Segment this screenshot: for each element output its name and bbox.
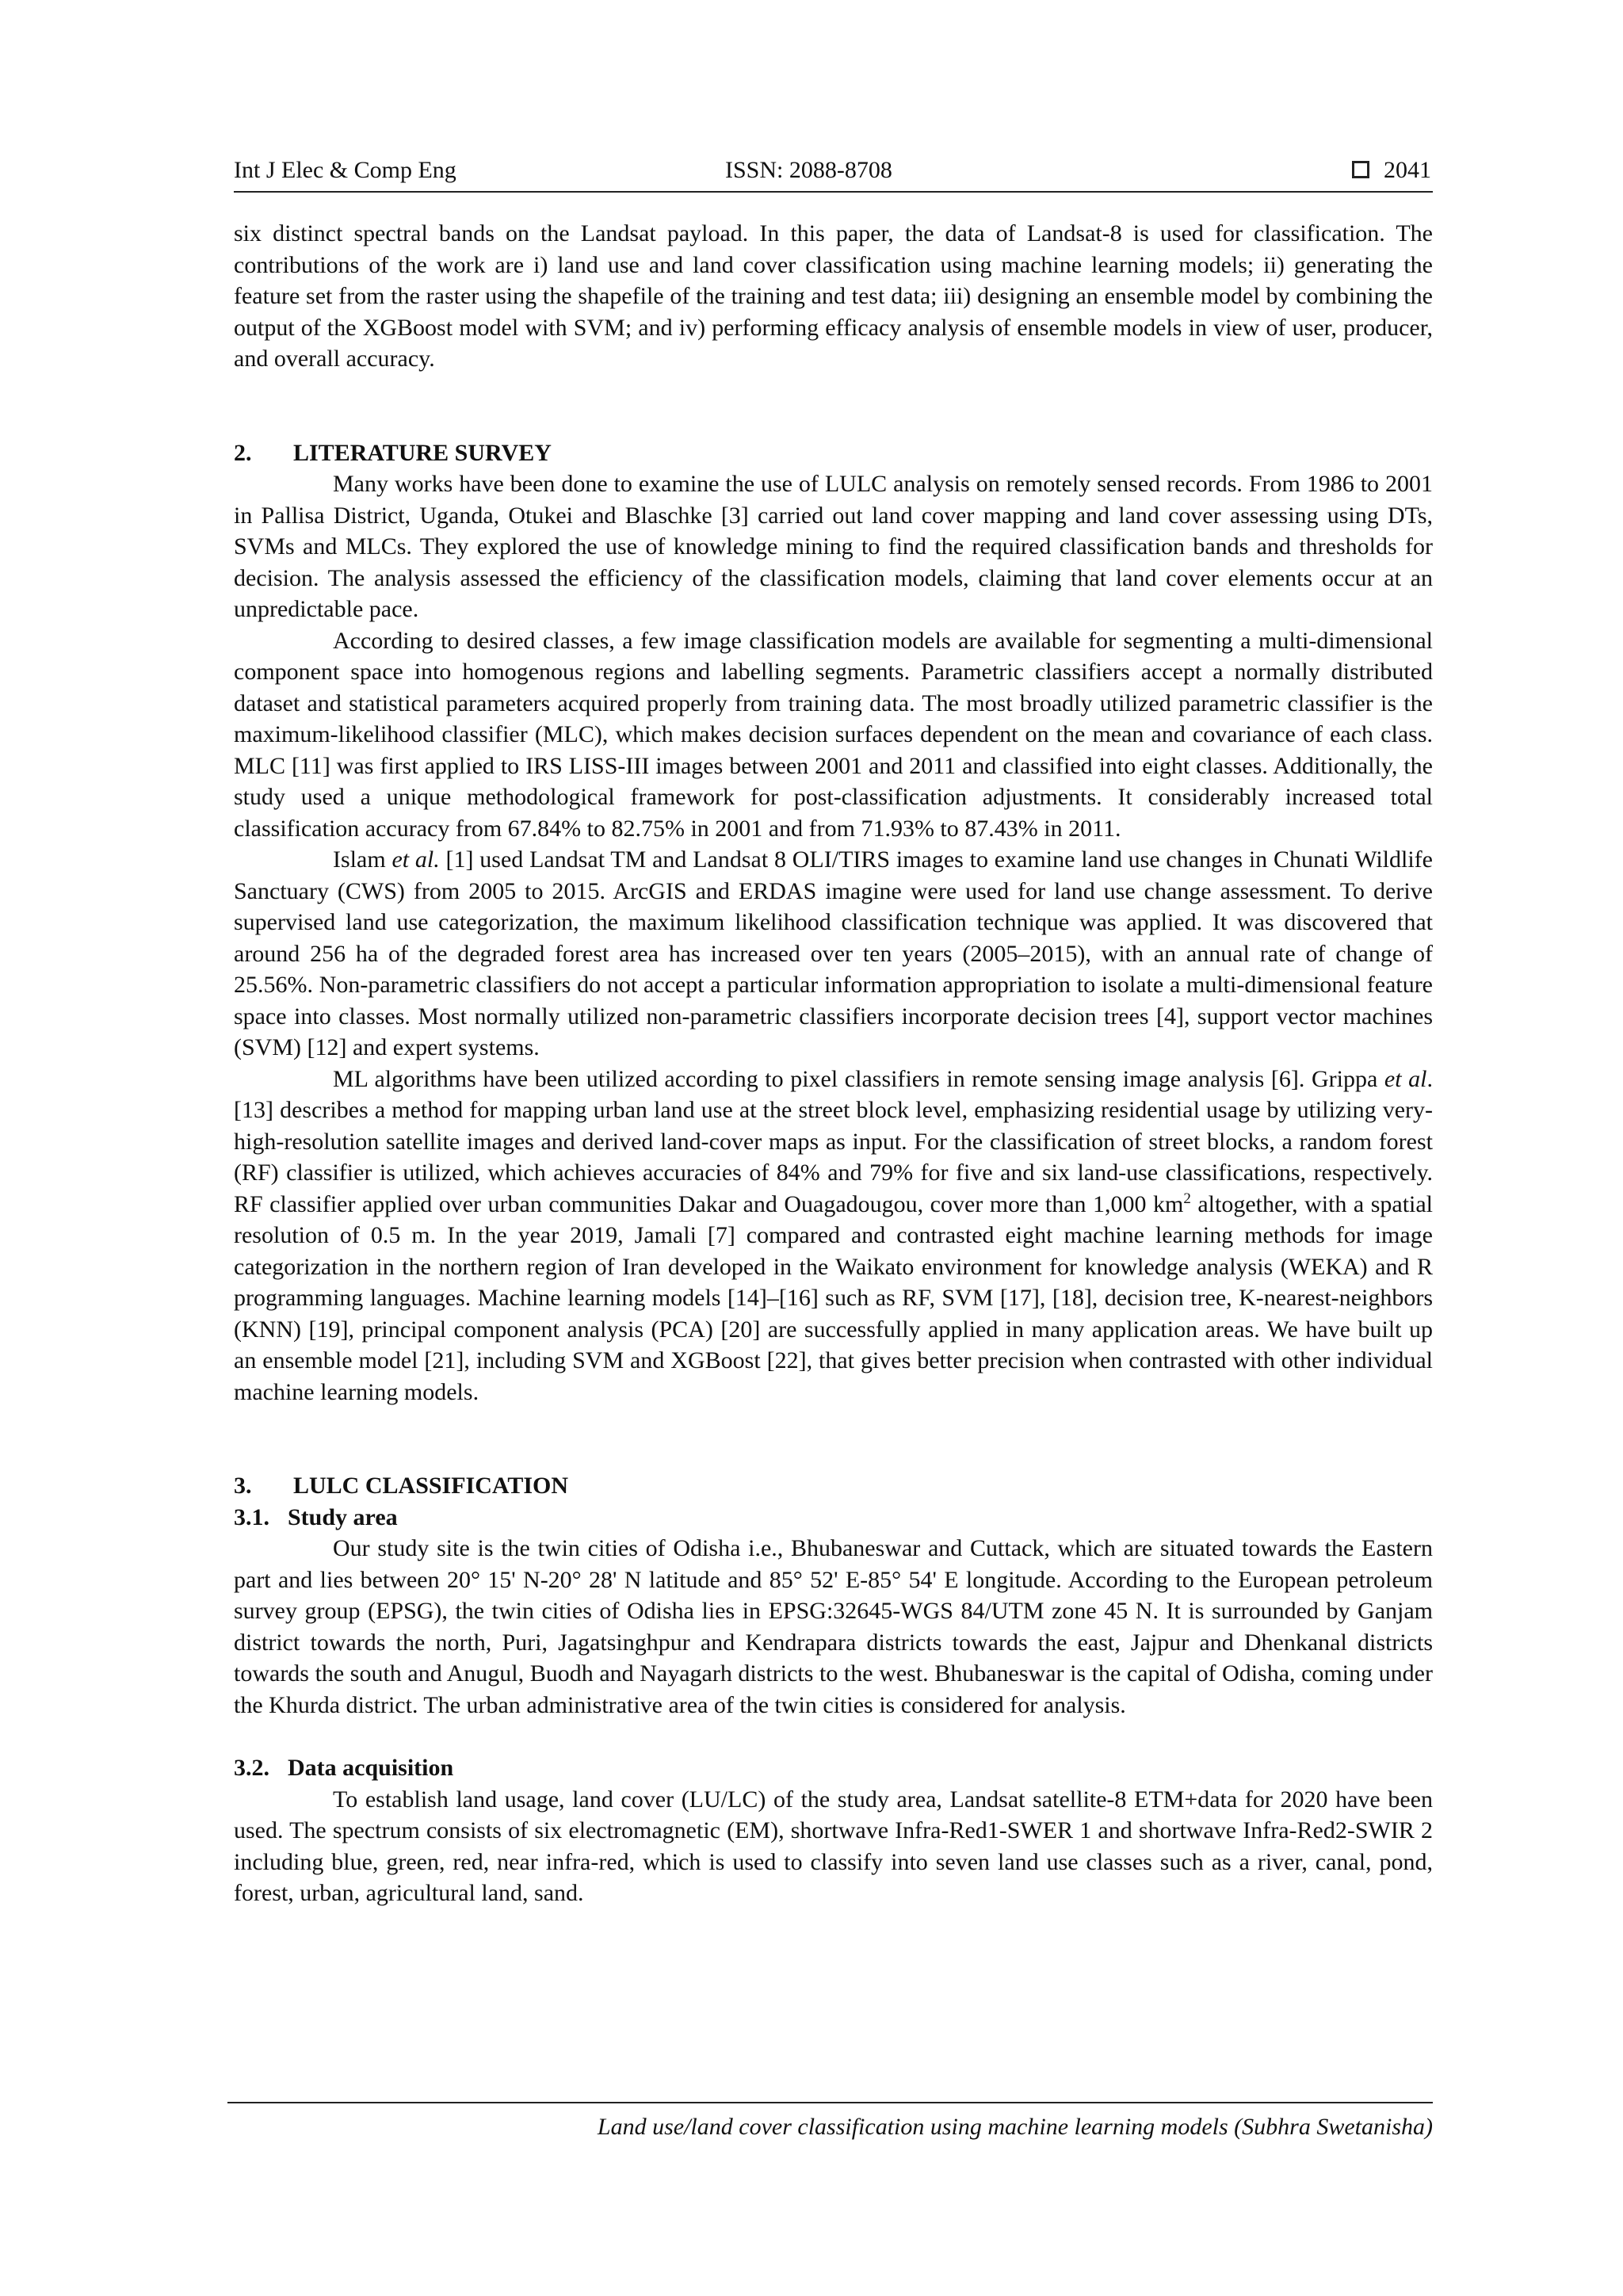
subsection-number: 3.2. <box>234 1755 269 1781</box>
subsection-heading-study-area <box>234 1502 1433 1534</box>
literature-paragraph-3: Islam et al. [1] used Landsat TM and Landsat 8 OLI/TIRS images to examine land use changes in Chunati Wildlife Sanctuary (CWS) from 2005 to 2015. ArcGIS and ERDAS imagine were used for land use change assessment. To derive supervised land use categorization, the maximum likelihood classification technique was applied. It was discovered that around 256 ha of the degraded forest area has increased over ten years (2005–2015), with an annual rate of change of 25.56%. Non-parametric classifiers do not accept a particular information appropriation to isolate a multi-dimensional feature space into classes. Most normally utilized non-parametric classifiers incorporate decision trees [4], support vector machines (SVM) [12] and expert systems. <box>234 846 1433 1060</box>
literature-paragraph-2: According to desired classes, a few image classification models are available for segmenting a multi-dimensional component space into homogenous regions and labelling segments. Parametric classifiers accept a normally distributed dataset and statistical parameters acquired properly from training data. The most broadly utilized parametric classifier is the maximum-likelihood classifier (MLC), which makes decision surfaces dependent on the mean and covariance of each class. MLC [11] was first applied to IRS LISS-III images between 2001 and 2011 and classified into eight classes. Additionally, the study used a unique methodological framework for post-classification adjustments. It considerably increased total classification accuracy from 67.84% to 82.75% in 2001 and from 71.93% to 87.43% in 2011. <box>234 627 1433 842</box>
section-number: 3. <box>234 1473 252 1499</box>
literature-paragraph-4: ML algorithms have been utilized according to pixel classifiers in remote sensing image analysis [6]. Grippa et al. [13] describes a method for mapping urban land use at the street block level, emphasizing residential usage by utilizing very-high-resolution satellite images and derived land-cover maps as input. For the classification of street blocks, a random forest (RF) classifier is utilized, which achieves accuracies of 84% and 79% for five and six land-use classifications, respectively. RF classifier applied over urban communities Dakar and Ouagadougou, cover more than 1,000 $km^2$ altogether, with a spatial resolution of 0.5 m. In the year 2019, Jamali [7] compared and contrasted eight machine learning methods for image categorization in the northern region of Iran developed in the Waikato environment for knowledge analysis (WEKA) and R programming languages. Machine learning models [14]–[16] such as RF, SVM [17], [18], decision tree, K-nearest-neighbors (KNN) [19], principal component analysis (PCA) [20] are successfully applied in many application areas. We have built up an ensemble model [21], including SVM and XGBoost [22], that gives better precision when contrasted with other individual machine learning models. <box>234 1065 1434 1405</box>
running-footer <box>227 2102 1433 2143</box>
study-area-paragraph: Our study site is the twin cities of Odisha i.e., Bhubaneswar and Cuttack, which are situated towards the Eastern part and lies between 20° 15' N-20° 28' N latitude and 85° 52' E-85° 54' E longitude. According to the European petroleum survey group (EPSG), the twin cities of Odisha lies in EPSG:32645-WGS 84/UTM zone 45 N. It is surrounded by Ganjam district towards the north, Puri, Jagatsinghpur and Kendrapara districts towards the east, Jajpur and Dhenkanal districts towards the south and Anugul, Buodh and Nayagarh districts to the west. Bhubaneswar is the capital of Odisha, coming under the Khurda district. The urban administrative area of the twin cities is considered for analysis. <box>234 1535 1433 1718</box>
running-header <box>234 155 1433 193</box>
journal-name: Int J Elec & Comp Eng <box>234 157 456 183</box>
literature-paragraph-1: Many works have been done to examine the use of LULC analysis on remotely sensed records. From 1986 to 2001 in Pallisa District, Uganda, Otukei and Blaschke [3] carried out land cover mapping and land cover assessing using DTs, SVMs and MLCs. They explored the use of knowledge mining to find the required classification bands and thresholds for decision. The analysis assessed the efficiency of the classification models, claiming that land cover elements occur at an unpredictable pace. <box>234 471 1433 622</box>
page-number: 2041 <box>1384 157 1431 183</box>
page <box>234 155 1433 1909</box>
section-number: 2. <box>234 439 252 466</box>
section-heading-lulc-classification <box>234 1470 1433 1502</box>
subsection-number: 3.1. <box>234 1503 269 1530</box>
subsection-title: Data acquisition <box>288 1755 454 1781</box>
subsection-title: Study area <box>288 1503 398 1530</box>
data-acquisition-paragraph: To establish land usage, land cover (LU/LC) of the study area, Landsat satellite-8 ETM+data for 2020 have been used. The spectrum consists of six electromagnetic (EM), shortwave Infra-Red1-SWER 1 and shortwave Infra-Red2-SWIR 2 including blue, green, red, near infra-red, which is used to classify into seven land use classes such as a river, canal, pond, forest, urban, agricultural land, sand. <box>234 1786 1433 1906</box>
square-bullet-icon <box>1352 161 1369 178</box>
section-title: LULC CLASSIFICATION <box>293 1473 569 1499</box>
et-al-italic: et al. <box>391 846 440 873</box>
subsection-heading-data-acquisition <box>234 1752 1433 1784</box>
superscript: 2 <box>1183 1190 1191 1207</box>
issn: ISSN: 2088-8708 <box>725 157 892 183</box>
article-body <box>234 218 1433 1909</box>
footer-title: Land use/land cover classification using machine learning models (Subhra Swetanisha) <box>597 2114 1433 2140</box>
section-title: LITERATURE SURVEY <box>293 439 552 466</box>
intro-continuation-paragraph: six distinct spectral bands on the Landsat payload. In this paper, the data of Landsat-8 is used for classification. The contributions of the work are i) land use and land cover classification using machine learning models; ii) generating the feature set from the raster using the shapefile of the training and test data; iii) designing an ensemble model by combining the output of the XGBoost model with SVM; and iv) performing efficacy analysis of ensemble models in view of user, producer, and overall accuracy. <box>234 220 1433 372</box>
et-al-italic: et al <box>1384 1065 1427 1092</box>
section-heading-literature-survey <box>234 437 1433 469</box>
